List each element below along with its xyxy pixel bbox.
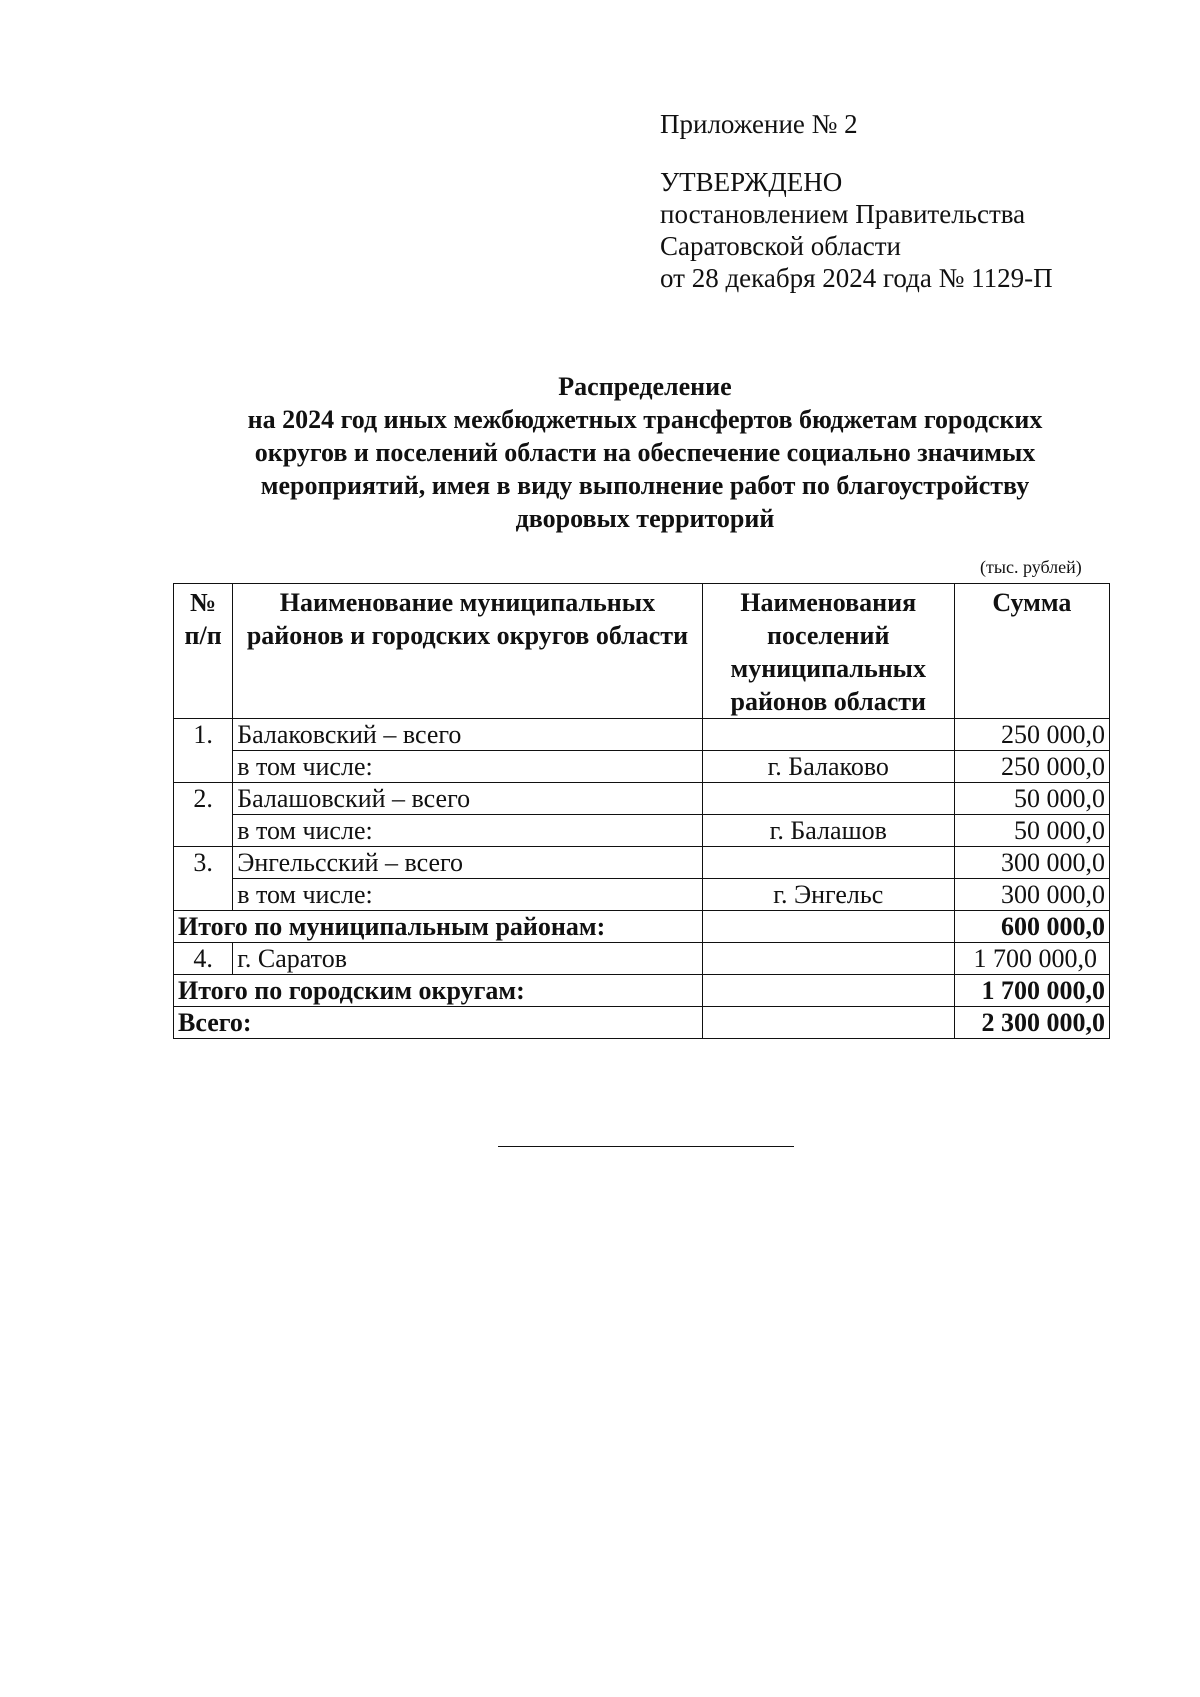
- header-num: № п/п: [174, 584, 233, 719]
- row-sum: 250 000,0: [954, 751, 1109, 783]
- grand-total-sum: 2 300 000,0: [954, 1007, 1109, 1039]
- title-line-4: мероприятий, имея в виду выполнение работ по благоустройству: [260, 471, 1030, 500]
- row-settlement: г. Балашов: [702, 815, 954, 847]
- table-row: [174, 751, 1110, 783]
- total-city-sum: 1 700 000,0: [954, 975, 1109, 1007]
- title-line-1: Распределение: [558, 372, 732, 401]
- table-row: [174, 719, 1110, 751]
- title-line-3: округов и поселений области на обеспечение социально значимых: [254, 438, 1036, 467]
- row-name: в том числе:: [233, 815, 703, 847]
- total-city-row: [174, 975, 1110, 1007]
- row-settlement: [702, 719, 954, 751]
- row-name: Балашовский – всего: [233, 783, 703, 815]
- total-districts-label: Итого по муниципальным районам:: [174, 911, 703, 943]
- approved-date-line: от 28 декабря 2024 года № 1129-П: [660, 263, 1053, 293]
- approval-block: [660, 108, 1140, 294]
- approved-heading: УТВЕРЖДЕНО: [660, 167, 843, 197]
- header-name: Наименование муниципальных районов и городских округов области: [233, 584, 703, 719]
- closing-rule: [498, 1146, 794, 1147]
- title-line-5: дворовых территорий: [515, 504, 775, 533]
- row-sum: 250 000,0: [954, 719, 1109, 751]
- table-row: [174, 847, 1110, 879]
- row-settlement: г. Балаково: [702, 751, 954, 783]
- approved-by-line: постановлением Правительства: [660, 199, 1026, 229]
- row-name: в том числе:: [233, 751, 703, 783]
- row-num: 1.: [174, 719, 233, 783]
- row-sum: 300 000,0: [954, 847, 1109, 879]
- grand-total-label: Всего:: [174, 1007, 703, 1039]
- city-row-name: г. Саратов: [233, 943, 703, 975]
- header-sum: Сумма: [954, 584, 1109, 719]
- table-row: [174, 783, 1110, 815]
- row-sum: 50 000,0: [954, 783, 1109, 815]
- total-districts-row: [174, 911, 1110, 943]
- total-districts-settlement: [702, 911, 954, 943]
- row-sum: 300 000,0: [954, 879, 1109, 911]
- row-sum: 50 000,0: [954, 815, 1109, 847]
- row-name: Энгельсский – всего: [233, 847, 703, 879]
- city-row-num: 4.: [174, 943, 233, 975]
- annex-number: Приложение № 2: [660, 109, 858, 139]
- row-name: Балаковский – всего: [233, 719, 703, 751]
- units-note: (тыс. рублей): [980, 557, 1082, 577]
- row-name: в том числе:: [233, 879, 703, 911]
- row-num: 3.: [174, 847, 233, 911]
- table-header-row: [174, 584, 1110, 719]
- total-city-label: Итого по городским округам:: [174, 975, 703, 1007]
- title-line-2: на 2024 год иных межбюджетных трансфертов бюджетам городских: [247, 405, 1043, 434]
- header-settlement: Наименования поселений муниципальных районов области: [702, 584, 954, 719]
- city-row-sum: 1 700 000,0: [954, 943, 1109, 975]
- row-num: 2.: [174, 783, 233, 847]
- city-row: [174, 943, 1110, 975]
- total-districts-sum: 600 000,0: [954, 911, 1109, 943]
- document-title: [190, 370, 1100, 535]
- total-city-settlement: [702, 975, 954, 1007]
- approved-region-line: Саратовской области: [660, 231, 901, 261]
- city-row-settlement: [702, 943, 954, 975]
- row-settlement: [702, 847, 954, 879]
- grand-total-settlement: [702, 1007, 954, 1039]
- row-settlement: [702, 783, 954, 815]
- table-row: [174, 879, 1110, 911]
- grand-total-row: [174, 1007, 1110, 1039]
- distribution-table: [173, 583, 1110, 1039]
- table-row: [174, 815, 1110, 847]
- row-settlement: г. Энгельс: [702, 879, 954, 911]
